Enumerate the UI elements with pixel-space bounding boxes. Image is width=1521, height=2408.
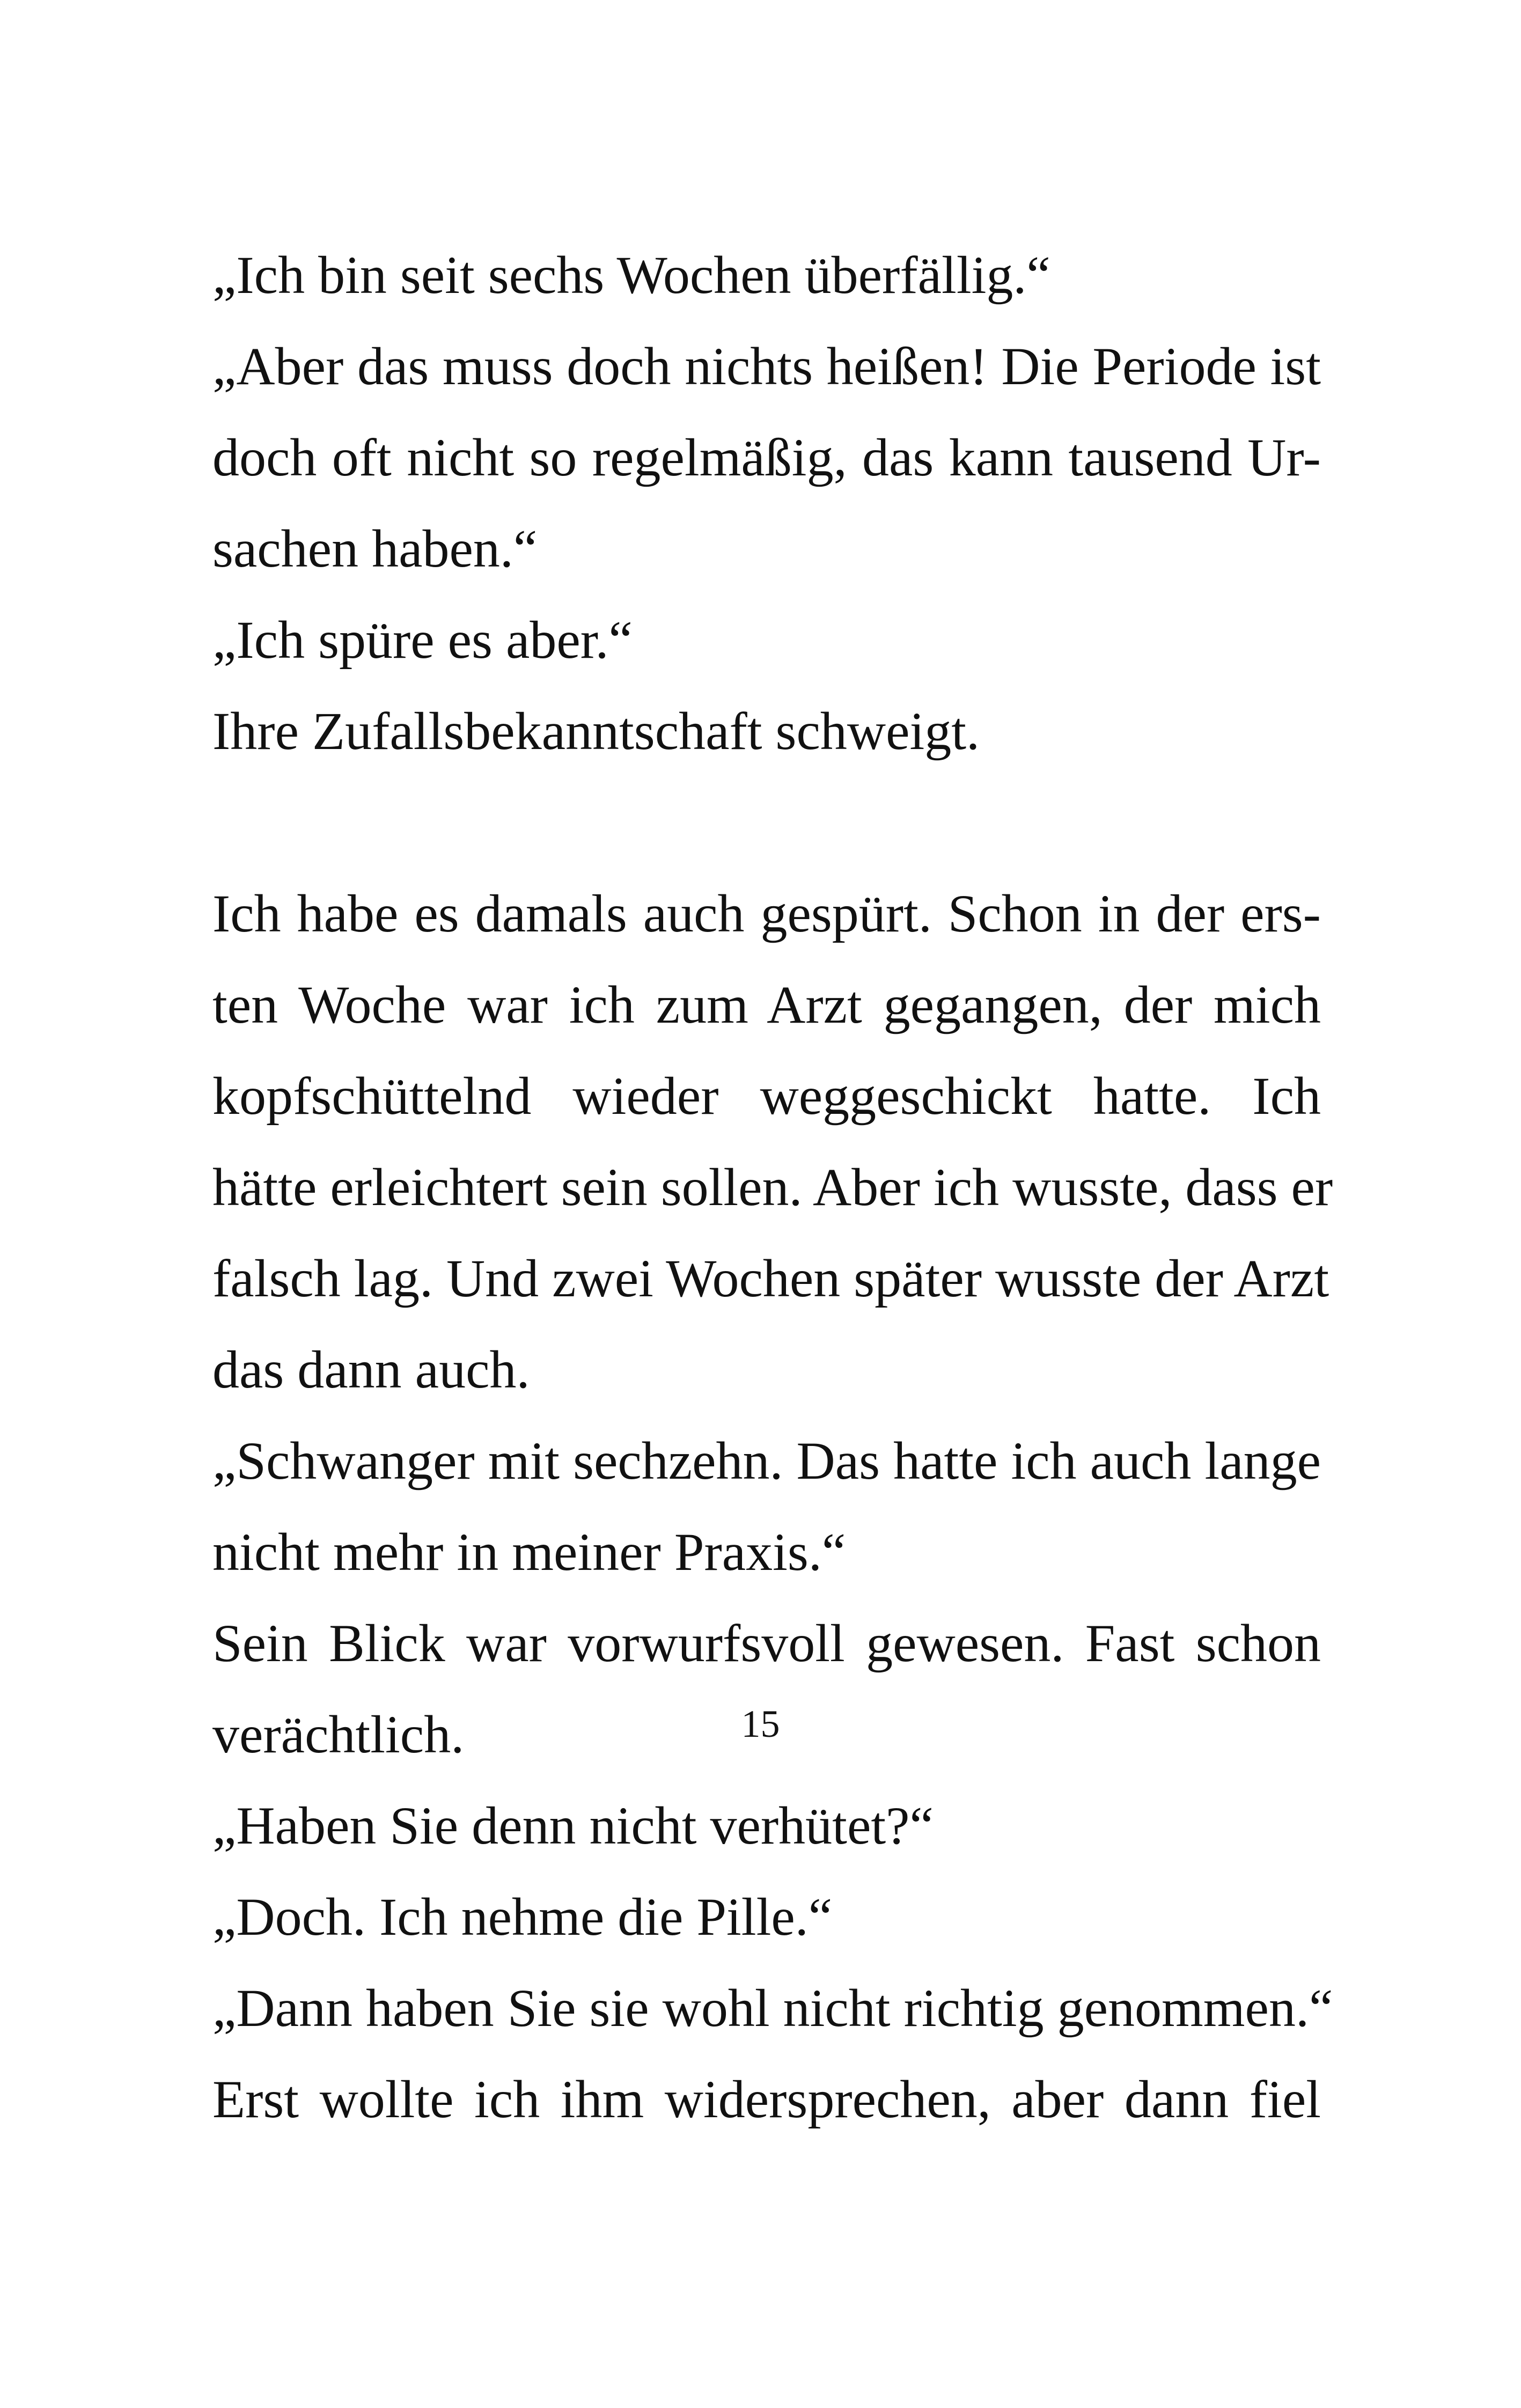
text-line: nicht mehr in meiner Praxis.“ <box>212 1522 846 1582</box>
text-line: Ihre Zufallsbekanntschaft schweigt. <box>212 701 980 761</box>
body-text <box>212 230 1333 2145</box>
text-line: sachen haben.“ <box>212 519 538 578</box>
text-line: „Dann haben Sie sie wohl nicht richtig genommen.“ <box>212 1978 1333 2038</box>
text-line: falsch lag. Und zwei Wochen später wusste der Arzt <box>212 1249 1329 1308</box>
text-line: Sein Blick war vorwurfsvoll gewesen. Fast schon <box>212 1613 1321 1673</box>
text-line: Erst wollte ich ihm widersprechen, aber dann fiel <box>212 2069 1321 2129</box>
page-number: 15 <box>741 1702 780 1745</box>
text-line: „Doch. Ich nehme die Pille.“ <box>212 1887 833 1947</box>
text-line: „Haben Sie denn nicht verhütet?“ <box>212 1796 934 1855</box>
text-line: verächtlich. <box>212 1705 465 1764</box>
paragraph-gap <box>212 777 1321 868</box>
text-line: hätte erleichtert sein sollen. Aber ich wusste, dass er <box>212 1157 1333 1217</box>
text-line: „Ich spüre es aber.“ <box>212 610 633 670</box>
text-line: „Schwanger mit sechzehn. Das hatte ich auch lange <box>212 1431 1321 1491</box>
text-line: ten Woche war ich zum Arzt gegangen, der mich <box>212 975 1321 1034</box>
text-line: „Aber das muss doch nichts heißen! Die Periode ist <box>212 336 1321 396</box>
text-line: doch oft nicht so regelmäßig, das kann tausend Ur- <box>212 428 1321 487</box>
text-line: „Ich bin seit sechs Wochen überfällig.“ <box>212 245 1050 305</box>
text-line: Ich habe es damals auch gespürt. Schon in der ers- <box>212 884 1321 943</box>
text-line: kopfschüttelnd wieder weggeschickt hatte. Ich <box>212 1066 1321 1126</box>
text-line: das dann auch. <box>212 1340 530 1399</box>
